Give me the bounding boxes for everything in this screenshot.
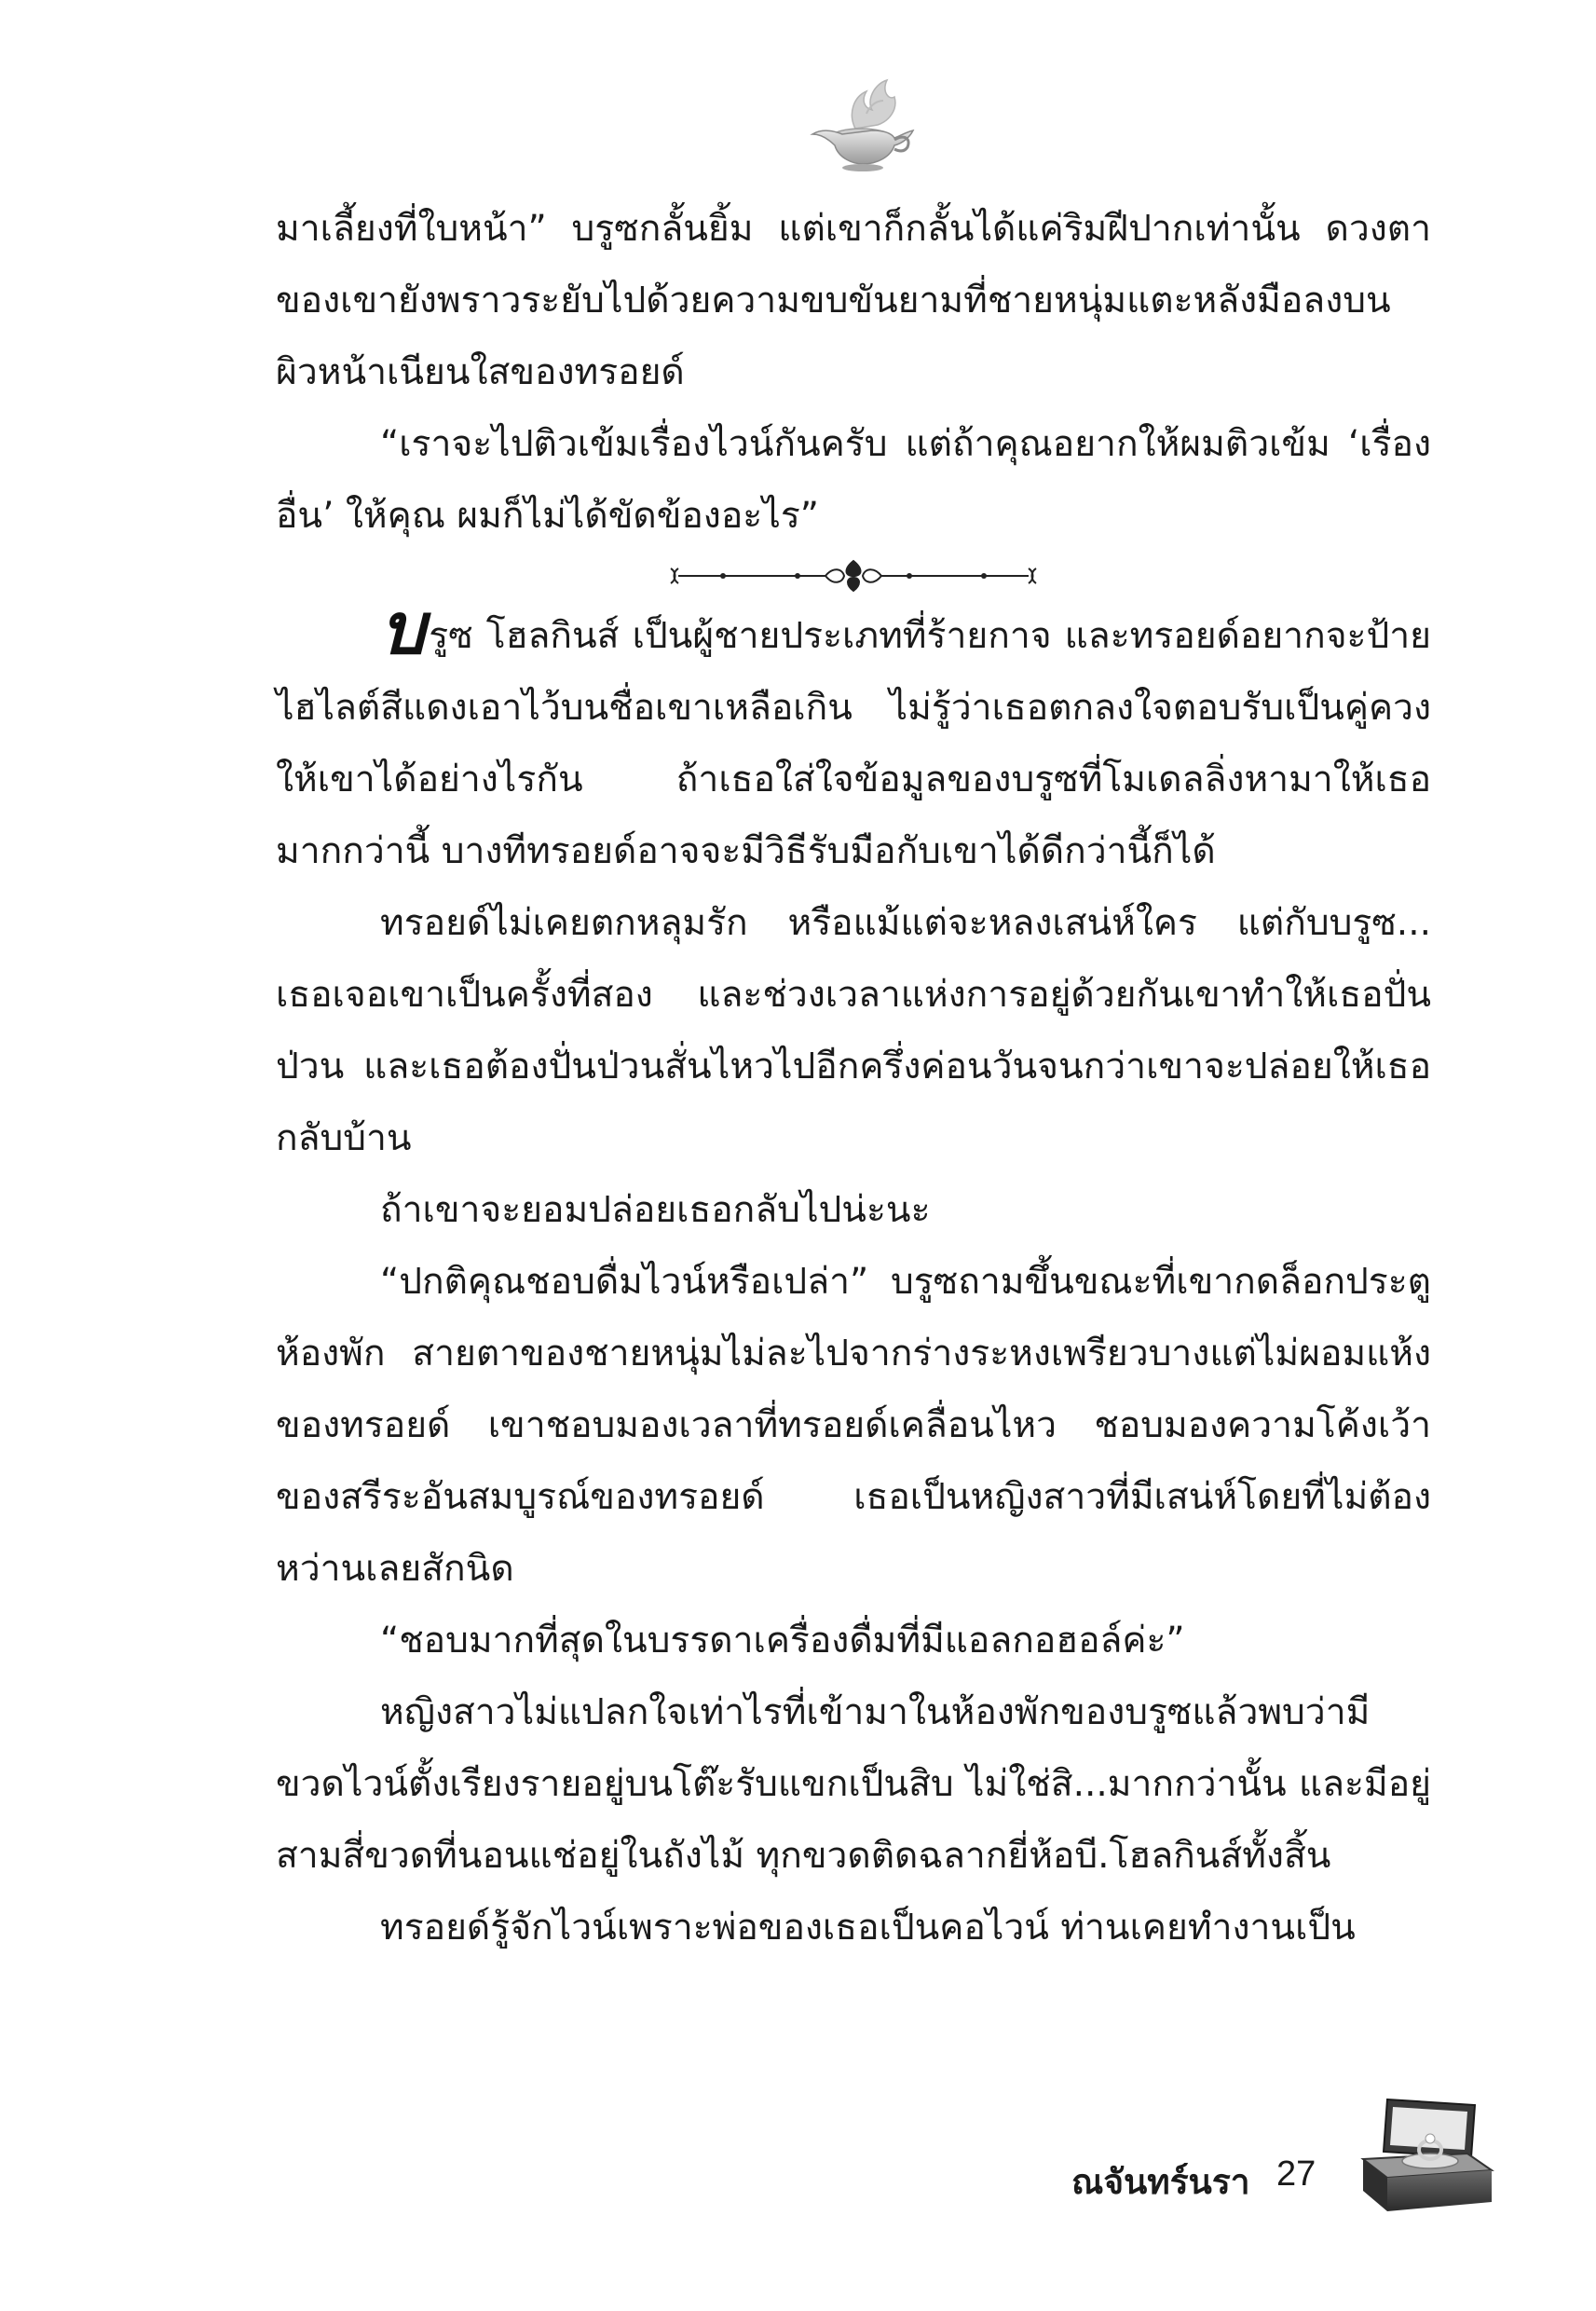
paragraph: มาเลี้ยงที่ใบหน้า” บรูซกลั้นยิ้ม แต่เขาก็กลั้นได้แค่ริมฝีปากเท่านั้น ดวงตาของเขายังพราวระยับไปด้วยความขบขันยามที่ชายหนุ่มแตะหลังมือลงบนผิวหน้าเนียนใสของทรอยด์ — [276, 208, 1431, 393]
paragraph: “เราจะไปติวเข้มเรื่องไวน์กันครับ แต่ถ้าคุณอยากให้ผมติวเข้ม ‘เรื่องอื่น’ ให้คุณ ผมก็ไม่ได้ขัดข้องอะไร” — [276, 423, 1431, 537]
author-name: ณจันทร์นรา — [1071, 2162, 1250, 2202]
genie-lamp-icon — [801, 73, 922, 175]
paragraph: หญิงสาวไม่แปลกใจเท่าไรที่เข้ามาในห้องพักของบรูซแล้วพบว่ามีขวดไวน์ตั้งเรียงรายอยู่บนโต๊ะรับแขกเป็นสิบ ไม่ใช่สิ...มากกว่านั้น และมีอยู่สามสี่ขวดที่นอนแช่อยู่ในถังไม้ ทุกขวดติดฉลากยี่ห้อบี.โฮลกินส์ทั้งสิ้น — [276, 1691, 1431, 1877]
section-2-text — [276, 587, 1431, 1963]
paragraph: ทรอยด์ไม่เคยตกหลุมรัก หรือแม้แต่จะหลงเสน่ห์ใคร แต่กับบรูซ... เธอเจอเขาเป็นครั้งที่สอง และช่วงเวลาแห่งการอยู่ด้วยกันเขาทำให้เธอปั่นป่วน และเธอต้องปั่นป่วนสั่นไหวไปอีกครึ่งค่อนวันจนกว่าเขาจะปล่อยให้เธอกลับบ้าน — [276, 902, 1431, 1159]
paragraph: ทรอยด์รู้จักไวน์เพราะพ่อของเธอเป็นคอไวน์ ท่านเคยทำงานเป็น — [380, 1907, 1356, 1949]
page-number: 27 — [1276, 2154, 1316, 2194]
ring-box-icon — [1356, 2092, 1495, 2218]
paragraph: ถ้าเขาจะยอมปล่อยเธอกลับไปน่ะนะ — [380, 1189, 931, 1231]
paragraph-with-dropcap — [276, 587, 1431, 887]
section-1-text — [276, 193, 1431, 552]
drop-cap: บ — [380, 587, 426, 670]
paragraph-text: รูซ โฮลกินส์ เป็นผู้ชายประเภทที่ร้ายกาจ และทรอยด์อยากจะป้ายไฮไลต์สีแดงเอาไว้บนชื่อเขาเหลือเกิน ไม่รู้ว่าเธอตกลงใจตอบรับเป็นคู่ควงให้เขาได้อย่างไรกัน ถ้าเธอใส่ใจข้อมูลของบรูซที่โมเดลลิ่งหามาให้เธอมากกว่านี้ บางทีทรอยด์อาจจะมีวิธีรับมือกับเขาได้ดีกว่านี้ก็ได้ — [276, 615, 1431, 872]
paragraph: “ปกติคุณชอบดื่มไวน์หรือเปล่า” บรูซถามขึ้นขณะที่เขากดล็อกประตูห้องพัก สายตาของชายหนุ่มไม่ละไปจากร่างระหงเพรียวบางแต่ไม่ผอมแห้งของทรอยด์ เขาชอบมองเวลาที่ทรอยด์เคลื่อนไหว ชอบมองความโค้งเว้าของสรีระอันสมบูรณ์ของทรอยด์ เธอเป็นหญิงสาวที่มีเสน่ห์โดยที่ไม่ต้องหว่านเลยสักนิด — [276, 1261, 1431, 1590]
paragraph: “ชอบมากที่สุดในบรรดาเครื่องดื่มที่มีแอลกอฮอล์ค่ะ” — [380, 1620, 1185, 1661]
floral-divider-ornament — [667, 555, 1040, 596]
